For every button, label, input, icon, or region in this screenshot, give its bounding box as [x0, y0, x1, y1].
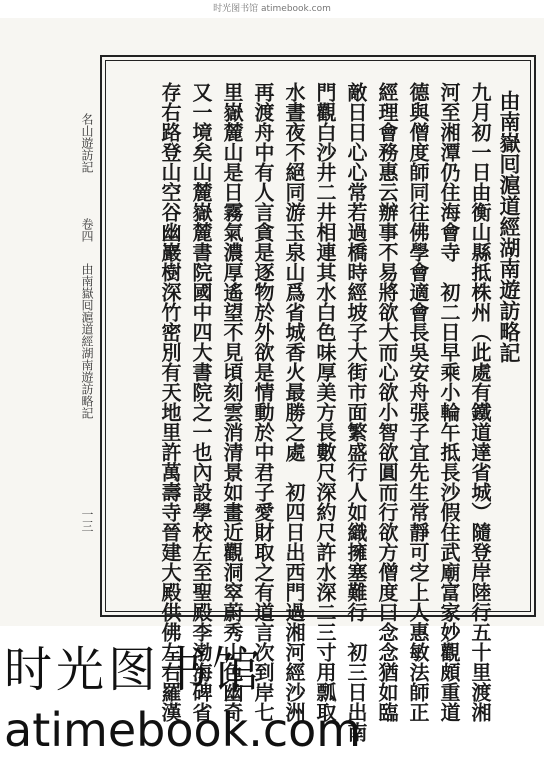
margin-book-title: 名山遊訪記: [80, 113, 94, 173]
site-header: 时光图书馆 atimebook.com: [213, 4, 331, 14]
text-column-2: 河至湘潭仍住海會寺 初二日早乘小輪午抵長沙假住武廟富家妙觀頗重道: [437, 82, 461, 722]
text-column-11: 存右路登山空谷幽巖樹深竹密別有天地里許萬壽寺晉建大殿供佛左右羅漢: [158, 82, 182, 722]
margin-page-number: 一三: [80, 508, 94, 532]
text-column-3: 德與僧度師同往佛學會適會長吳安舟張子宜先生常靜可㝎上人惠敏法師正: [406, 82, 430, 722]
text-column-1: 九月初一日由衡山縣抵株州（此處有鐵道達省城）隨登岸陸行五十里渡湘: [468, 82, 492, 722]
text-column-5: 敵日日心心常若過橋時經坡子大街市面繁盛行人如織擁塞難行 初三日出南: [344, 82, 368, 742]
watermark-cn: 时光图书馆: [4, 642, 265, 698]
text-column-8: 再渡舟中有人言貪是逐物於外欲是情動於中君子愛財取之有道言次到岸七: [251, 82, 275, 722]
article-title: 由南嶽囘滬道經湖南遊訪略記: [497, 90, 522, 363]
margin-section: 由南嶽囘滬道經湖南遊訪略記: [80, 263, 94, 419]
text-column-10: 又一境矣山麓嶽麓書院國中四大書院之一也內設學校左至聖殿李渤海碑省: [189, 82, 213, 722]
margin-volume: 卷四: [80, 218, 94, 242]
text-column-9: 里嶽麓山是日霧氣濃厚遙望不見頃刻雲消清景如畫近觀洞窣蔚秀山色幽奇: [220, 82, 244, 722]
watermark-en: atimebook.com: [4, 703, 362, 757]
text-column-4: 經理會務惠云辦事不易將欲大而心欲小智欲圓而行欲方僧度曰念念猶如臨: [375, 82, 399, 722]
text-column-7: 水晝夜不絕同游玉泉山爲省城香火最勝之處 初四日出西門過湘河經沙洲: [282, 82, 306, 722]
text-column-6: 門觀白沙井二井相連其水白色味厚美方長數尺深約尺許水深二三寸用瓢取: [313, 82, 337, 722]
